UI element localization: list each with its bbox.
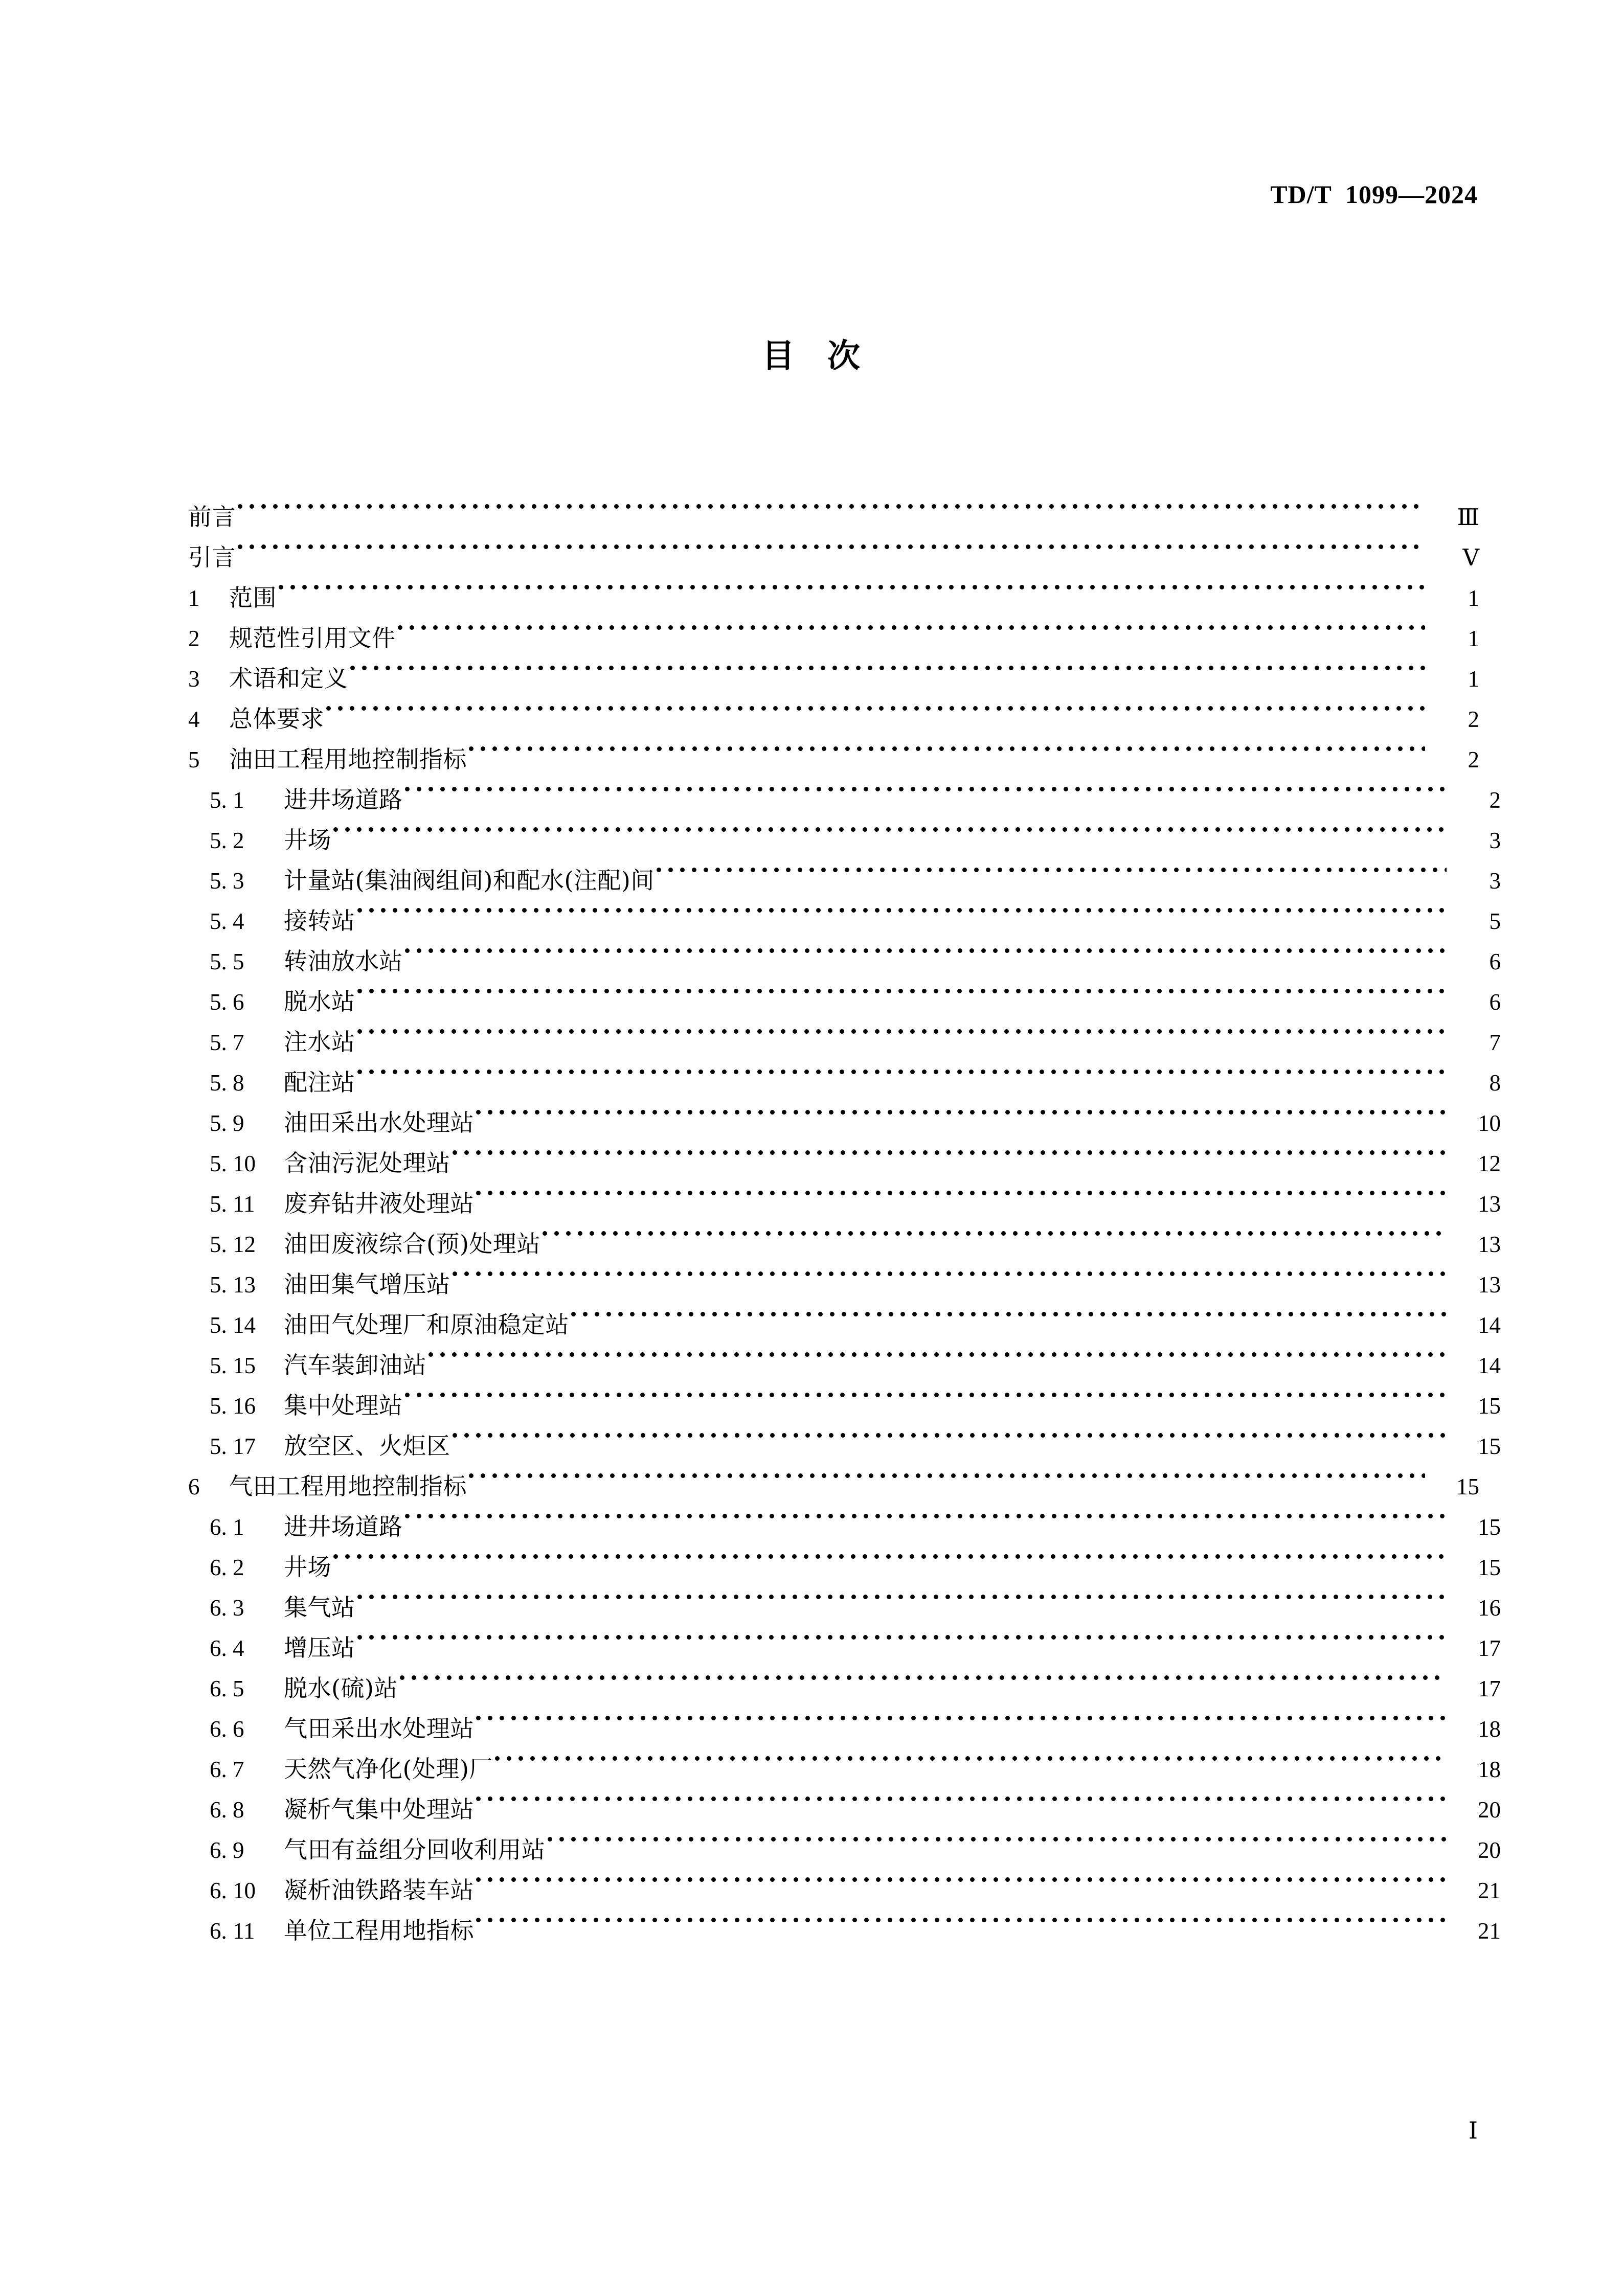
toc-entry-page-number: 14 xyxy=(1478,1353,1501,1378)
toc-entry-label: 油田集气增压站 xyxy=(284,1270,450,1298)
toc-dot-leader xyxy=(357,969,1447,1010)
toc-entry[interactable] xyxy=(188,848,1501,894)
toc-entry-page-number: 7 xyxy=(1489,1030,1501,1055)
toc-dot-leader xyxy=(476,1898,1447,1939)
toc-entry-label: 天然气净化(处理)厂 xyxy=(284,1755,493,1783)
toc-entry-number: 1 xyxy=(188,585,200,611)
toc-entry-label: 油田废液综合(预)处理站 xyxy=(284,1230,540,1258)
toc-entry-label: 集中处理站 xyxy=(284,1392,403,1419)
toc-entry[interactable] xyxy=(188,808,1501,854)
toc-entry-number: 5. 3 xyxy=(210,868,244,894)
running-header-standard-code: TD/T 1099—2024 xyxy=(1270,180,1478,209)
toc-entry[interactable] xyxy=(188,1656,1501,1702)
toc-dot-leader xyxy=(279,565,1425,606)
table-of-contents xyxy=(188,485,1501,1944)
toc-entry-number: 5. 11 xyxy=(210,1191,255,1217)
toc-dot-leader xyxy=(405,767,1447,808)
page-title-char-2: 次 xyxy=(827,337,862,375)
toc-entry-page-number: 8 xyxy=(1489,1070,1501,1096)
toc-entry-label: 井场 xyxy=(284,1553,331,1581)
toc-dot-leader xyxy=(398,606,1426,646)
toc-entry[interactable] xyxy=(188,485,1479,531)
toc-entry-number: 5 xyxy=(188,747,200,772)
toc-dot-leader xyxy=(357,1010,1447,1050)
toc-entry-page-number: 1 xyxy=(1468,666,1479,692)
toc-entry-number: 5. 12 xyxy=(210,1232,256,1257)
toc-dot-leader xyxy=(495,1737,1447,1777)
toc-entry-number: 6. 11 xyxy=(210,1918,255,1944)
toc-dot-leader xyxy=(453,1131,1447,1171)
toc-entry[interactable] xyxy=(188,1010,1501,1056)
toc-entry-number: 5. 2 xyxy=(210,828,244,853)
toc-dot-leader xyxy=(333,1535,1447,1575)
toc-entry-label: 油田工程用地控制指标 xyxy=(229,745,467,773)
toc-entry[interactable] xyxy=(188,929,1501,975)
toc-entry-number: 6. 5 xyxy=(210,1676,244,1701)
toc-entry-label: 凝析气集中处理站 xyxy=(284,1795,474,1823)
toc-entry-label: 凝析油铁路装车站 xyxy=(284,1876,474,1904)
toc-entry-number: 6. 2 xyxy=(210,1555,244,1580)
toc-entry-number: 5. 1 xyxy=(210,787,244,813)
toc-entry-page-number: 1 xyxy=(1468,585,1479,611)
toc-entry-label: 接转站 xyxy=(284,907,355,935)
toc-entry-page-number: 6 xyxy=(1489,949,1501,974)
toc-entry-page-number: Ⅴ xyxy=(1462,545,1479,571)
toc-entry-number: 5. 15 xyxy=(210,1353,256,1378)
toc-entry-number: 6. 9 xyxy=(210,1837,244,1863)
toc-entry-number: 2 xyxy=(188,626,200,651)
toc-entry-page-number: 13 xyxy=(1478,1191,1501,1217)
toc-entry-page-number: 15 xyxy=(1478,1393,1501,1419)
toc-entry-number: 5. 5 xyxy=(210,949,244,974)
toc-entry-label: 术语和定义 xyxy=(229,665,348,692)
toc-entry-page-number: 15 xyxy=(1478,1555,1501,1580)
toc-dot-leader xyxy=(543,1212,1447,1252)
toc-entry-label: 进井场道路 xyxy=(284,1513,403,1540)
toc-entry-label: 放空区、火炬区 xyxy=(284,1432,450,1460)
toc-entry[interactable] xyxy=(188,606,1479,652)
toc-entry[interactable] xyxy=(188,1616,1501,1662)
toc-dot-leader xyxy=(657,848,1447,889)
toc-entry-label: 集气站 xyxy=(284,1594,355,1621)
toc-dot-leader xyxy=(476,1858,1447,1898)
toc-dot-leader xyxy=(357,1575,1447,1616)
toc-entry-page-number: 17 xyxy=(1478,1635,1501,1661)
toc-entry-label: 单位工程用地指标 xyxy=(284,1917,474,1944)
toc-entry-label: 前言 xyxy=(188,503,236,531)
toc-entry[interactable] xyxy=(188,1535,1501,1581)
toc-entry-label: 脱水站 xyxy=(284,988,355,1015)
toc-dot-leader xyxy=(548,1817,1447,1858)
toc-entry[interactable] xyxy=(188,565,1479,611)
toc-dot-leader xyxy=(571,1292,1447,1333)
page-title-char-1: 目 xyxy=(762,337,797,375)
toc-entry-number: 5. 14 xyxy=(210,1312,256,1338)
toc-entry-page-number: 15 xyxy=(1478,1514,1501,1540)
toc-entry-label: 注水站 xyxy=(284,1028,355,1056)
toc-entry-page-number: 17 xyxy=(1478,1676,1501,1701)
toc-entry-page-number: 16 xyxy=(1478,1595,1501,1621)
toc-entry-page-number: 18 xyxy=(1478,1757,1501,1782)
toc-dot-leader xyxy=(405,929,1447,969)
toc-entry-number: 5. 17 xyxy=(210,1434,256,1459)
toc-entry-label: 总体要求 xyxy=(229,705,324,733)
toc-entry-page-number: 15 xyxy=(1478,1434,1501,1459)
toc-entry-number: 6. 10 xyxy=(210,1878,256,1903)
toc-dot-leader xyxy=(405,1373,1447,1414)
toc-entry-number: 6. 7 xyxy=(210,1757,244,1782)
toc-entry-label: 油田气处理厂和原油稳定站 xyxy=(284,1311,569,1338)
toc-entry-number: 3 xyxy=(188,666,200,692)
toc-entry-label: 进井场道路 xyxy=(284,786,403,813)
toc-dot-leader xyxy=(350,646,1426,687)
toc-entry-page-number: 1 xyxy=(1468,626,1479,651)
toc-dot-leader xyxy=(428,1333,1447,1373)
toc-dot-leader xyxy=(453,1414,1447,1454)
toc-entry[interactable] xyxy=(188,969,1501,1015)
toc-entry-number: 5. 10 xyxy=(210,1151,256,1176)
toc-entry-page-number: 21 xyxy=(1478,1918,1501,1944)
toc-entry-label: 汽车装卸油站 xyxy=(284,1351,426,1379)
toc-entry-page-number: 14 xyxy=(1478,1312,1501,1338)
toc-entry-page-number: 6 xyxy=(1489,989,1501,1015)
toc-entry-number: 5. 9 xyxy=(210,1110,244,1136)
toc-entry-page-number: 3 xyxy=(1489,828,1501,853)
toc-entry-page-number: 2 xyxy=(1489,787,1501,813)
toc-dot-leader xyxy=(333,808,1447,848)
toc-entry-number: 6. 6 xyxy=(210,1716,244,1742)
toc-entry-number: 5. 16 xyxy=(210,1393,256,1419)
toc-entry-page-number: 15 xyxy=(1456,1474,1479,1499)
toc-entry-number: 5. 7 xyxy=(210,1030,244,1055)
toc-dot-leader xyxy=(326,687,1425,727)
toc-entry[interactable] xyxy=(188,1050,1501,1096)
toc-entry-number: 6. 4 xyxy=(210,1635,244,1661)
toc-entry[interactable] xyxy=(188,646,1479,692)
toc-entry-number: 4 xyxy=(188,707,200,732)
toc-entry[interactable] xyxy=(188,889,1501,935)
toc-dot-leader xyxy=(469,727,1425,767)
toc-entry-page-number: 12 xyxy=(1478,1151,1501,1176)
toc-entry-page-number: 20 xyxy=(1478,1797,1501,1823)
toc-entry-number: 5. 8 xyxy=(210,1070,244,1096)
toc-dot-leader xyxy=(476,1696,1447,1737)
toc-entry-number: 6 xyxy=(188,1474,200,1499)
toc-dot-leader xyxy=(405,1494,1447,1535)
toc-entry[interactable] xyxy=(188,525,1479,571)
toc-entry[interactable] xyxy=(188,687,1479,733)
toc-entry[interactable] xyxy=(188,1575,1501,1621)
toc-entry[interactable] xyxy=(188,1090,1501,1136)
toc-dot-leader xyxy=(469,1454,1425,1494)
toc-entry-label: 油田采出水处理站 xyxy=(284,1109,474,1136)
toc-entry-number: 6. 8 xyxy=(210,1797,244,1823)
toc-entry-label: 规范性引用文件 xyxy=(229,624,396,652)
toc-entry-page-number: 2 xyxy=(1468,747,1479,772)
page-title xyxy=(0,337,1624,375)
folio-page-number: Ⅰ xyxy=(1468,2118,1478,2144)
toc-entry-label: 范围 xyxy=(229,584,277,611)
toc-entry-page-number: 2 xyxy=(1468,707,1479,732)
toc-entry-label: 转油放水站 xyxy=(284,947,403,975)
toc-entry-page-number: 13 xyxy=(1478,1232,1501,1257)
toc-entry-label: 井场 xyxy=(284,826,331,854)
toc-dot-leader xyxy=(476,1090,1447,1131)
toc-dot-leader xyxy=(476,1171,1447,1212)
toc-entry-label: 气田工程用地控制指标 xyxy=(229,1472,467,1500)
toc-dot-leader xyxy=(400,1656,1447,1696)
toc-dot-leader xyxy=(357,889,1447,929)
toc-dot-leader xyxy=(238,485,1425,525)
toc-entry-label: 增压站 xyxy=(284,1634,355,1662)
toc-entry-page-number: 3 xyxy=(1489,868,1501,894)
toc-entry-page-number: Ⅲ xyxy=(1457,505,1479,530)
toc-entry-label: 脱水(硫)站 xyxy=(284,1674,398,1702)
toc-dot-leader xyxy=(476,1777,1447,1817)
toc-dot-leader xyxy=(238,525,1425,565)
toc-entry-page-number: 10 xyxy=(1478,1110,1501,1136)
toc-entry-number: 5. 4 xyxy=(210,908,244,934)
toc-dot-leader xyxy=(357,1050,1447,1090)
toc-entry-label: 气田采出水处理站 xyxy=(284,1715,474,1742)
toc-entry-page-number: 20 xyxy=(1478,1837,1501,1863)
toc-entry-page-number: 18 xyxy=(1478,1716,1501,1742)
toc-entry-label: 配注站 xyxy=(284,1069,355,1096)
toc-entry-number: 6. 3 xyxy=(210,1595,244,1621)
toc-entry[interactable] xyxy=(188,727,1479,773)
toc-entry-page-number: 5 xyxy=(1489,908,1501,934)
toc-entry-label: 含油污泥处理站 xyxy=(284,1149,450,1177)
toc-entry-page-number: 21 xyxy=(1478,1878,1501,1903)
toc-dot-leader xyxy=(453,1252,1447,1292)
toc-entry-label: 引言 xyxy=(188,543,236,571)
toc-entry-number: 6. 1 xyxy=(210,1514,244,1540)
toc-entry-label: 气田有益组分回收利用站 xyxy=(284,1836,546,1863)
toc-entry-page-number: 13 xyxy=(1478,1272,1501,1298)
toc-entry-label: 计量站(集油阀组间)和配水(注配)间 xyxy=(284,867,655,894)
toc-entry-number: 5. 6 xyxy=(210,989,244,1015)
toc-dot-leader xyxy=(357,1616,1447,1656)
toc-entry-number: 5. 13 xyxy=(210,1272,256,1298)
toc-entry-label: 废弃钻井液处理站 xyxy=(284,1190,474,1217)
